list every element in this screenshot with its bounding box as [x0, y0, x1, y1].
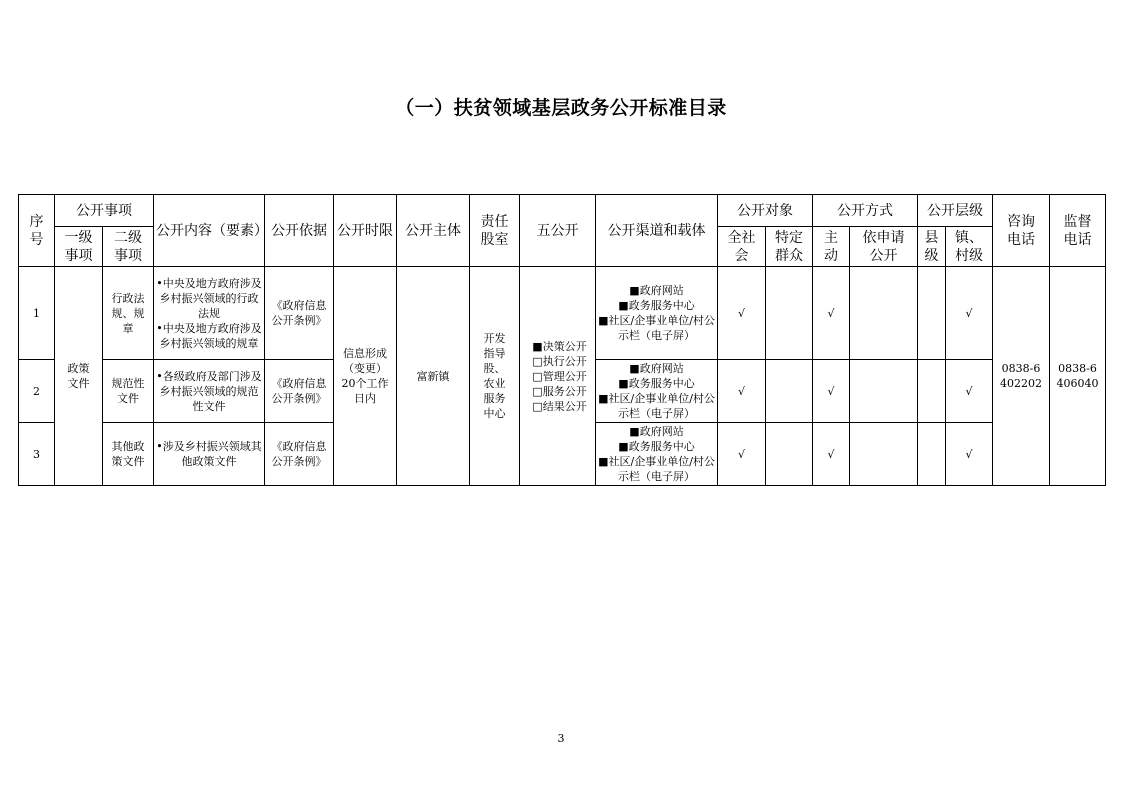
header-audience-all: 全社会 [718, 227, 766, 267]
header-subject: 公开主体 [397, 195, 470, 267]
header-level-county: 县级 [918, 227, 946, 267]
channels-cell [596, 360, 718, 423]
five-open-item: □执行公开 [532, 354, 587, 368]
header-five-open: 五公开 [520, 195, 596, 267]
level1-item: 政策文件 [55, 267, 103, 486]
table-row [19, 267, 1106, 360]
header-channels: 公开渠道和载体 [596, 195, 718, 267]
dept: 开发指导股、农业服务中心 [470, 267, 520, 486]
content-cell [154, 360, 265, 423]
basis-cell: 《政府信息公开条例》 [265, 423, 334, 486]
check-mode-active: √ [813, 267, 850, 360]
channel-item: ■政府网站 [629, 284, 684, 297]
header-seq: 序号 [19, 195, 55, 267]
channel-item: ■政府网站 [629, 425, 684, 438]
header-dept: 责任股室 [470, 195, 520, 267]
check-level-town: √ [946, 423, 993, 486]
five-open-item: ■决策公开 [532, 339, 587, 353]
header-mode-active: 主动 [813, 227, 850, 267]
row-seq: 3 [19, 423, 55, 486]
header-items: 公开事项 [55, 195, 154, 227]
supervise-phone: 0838-6406040 [1050, 267, 1106, 486]
level2-item: 其他政策文件 [103, 423, 154, 486]
content-line: •中央及地方政府涉及乡村振兴领域的行政法规 [156, 276, 262, 320]
mode-request-cell [850, 360, 918, 423]
catalog-table [18, 194, 1106, 486]
basis-cell: 《政府信息公开条例》 [265, 267, 334, 360]
level-county-cell [918, 267, 946, 360]
audience-specific-cell [766, 360, 813, 423]
five-open-item: □管理公开 [532, 369, 587, 383]
header-level-town: 镇、村级 [946, 227, 993, 267]
channel-item: ■政府网站 [629, 362, 684, 375]
check-mode-active: √ [813, 360, 850, 423]
check-audience-all: √ [718, 267, 766, 360]
channels-cell [596, 423, 718, 486]
header-level2: 二级事项 [103, 227, 154, 267]
header-content: 公开内容（要素） [154, 195, 265, 267]
header-time-limit: 公开时限 [334, 195, 397, 267]
check-level-town: √ [946, 360, 993, 423]
header-audience-specific: 特定群众 [766, 227, 813, 267]
level-county-cell [918, 423, 946, 486]
check-audience-all: √ [718, 360, 766, 423]
mode-request-cell [850, 423, 918, 486]
level2-item: 行政法规、规章 [103, 267, 154, 360]
page-number: 3 [557, 732, 565, 745]
header-level: 公开层级 [918, 195, 993, 227]
channel-item: ■政务服务中心 [618, 299, 695, 312]
header-consult-phone: 咨询电话 [993, 195, 1050, 267]
channels-cell [596, 267, 718, 360]
consult-phone: 0838-6402202 [993, 267, 1050, 486]
check-mode-active: √ [813, 423, 850, 486]
audience-specific-cell [766, 423, 813, 486]
page-title: （一）扶贫领域基层政务公开标准目录 [395, 97, 727, 119]
basis-cell: 《政府信息公开条例》 [265, 360, 334, 423]
audience-specific-cell [766, 267, 813, 360]
channel-item: ■社区/企事业单位/村公示栏（电子屏） [598, 314, 715, 342]
content-line: •涉及乡村振兴领域其他政策文件 [156, 440, 262, 468]
five-open-item: □结果公开 [532, 399, 587, 413]
content-cell [154, 267, 265, 360]
check-audience-all: √ [718, 423, 766, 486]
mode-request-cell [850, 267, 918, 360]
header-level1: 一级事项 [55, 227, 103, 267]
channel-item: ■政务服务中心 [618, 377, 695, 390]
five-open-list [520, 267, 596, 486]
content-line: •各级政府及部门涉及乡村振兴领域的规范性文件 [156, 369, 262, 413]
header-audience: 公开对象 [718, 195, 813, 227]
level-county-cell [918, 360, 946, 423]
channel-item: ■社区/企事业单位/村公示栏（电子屏） [598, 455, 715, 483]
content-cell [154, 423, 265, 486]
content-line: •中央及地方政府涉及乡村振兴领域的规章 [156, 321, 262, 350]
header-basis: 公开依据 [265, 195, 334, 267]
check-level-town: √ [946, 267, 993, 360]
level2-item: 规范性文件 [103, 360, 154, 423]
header-mode-request: 依申请公开 [850, 227, 918, 267]
row-seq: 2 [19, 360, 55, 423]
header-mode: 公开方式 [813, 195, 918, 227]
subject: 富新镇 [397, 267, 470, 486]
time-limit: 信息形成（变更）20个工作日内 [334, 267, 397, 486]
row-seq: 1 [19, 267, 55, 360]
channel-item: ■社区/企事业单位/村公示栏（电子屏） [598, 392, 715, 420]
channel-item: ■政务服务中心 [618, 440, 695, 453]
header-supervise-phone: 监督电话 [1050, 195, 1106, 267]
five-open-item: □服务公开 [532, 384, 587, 398]
